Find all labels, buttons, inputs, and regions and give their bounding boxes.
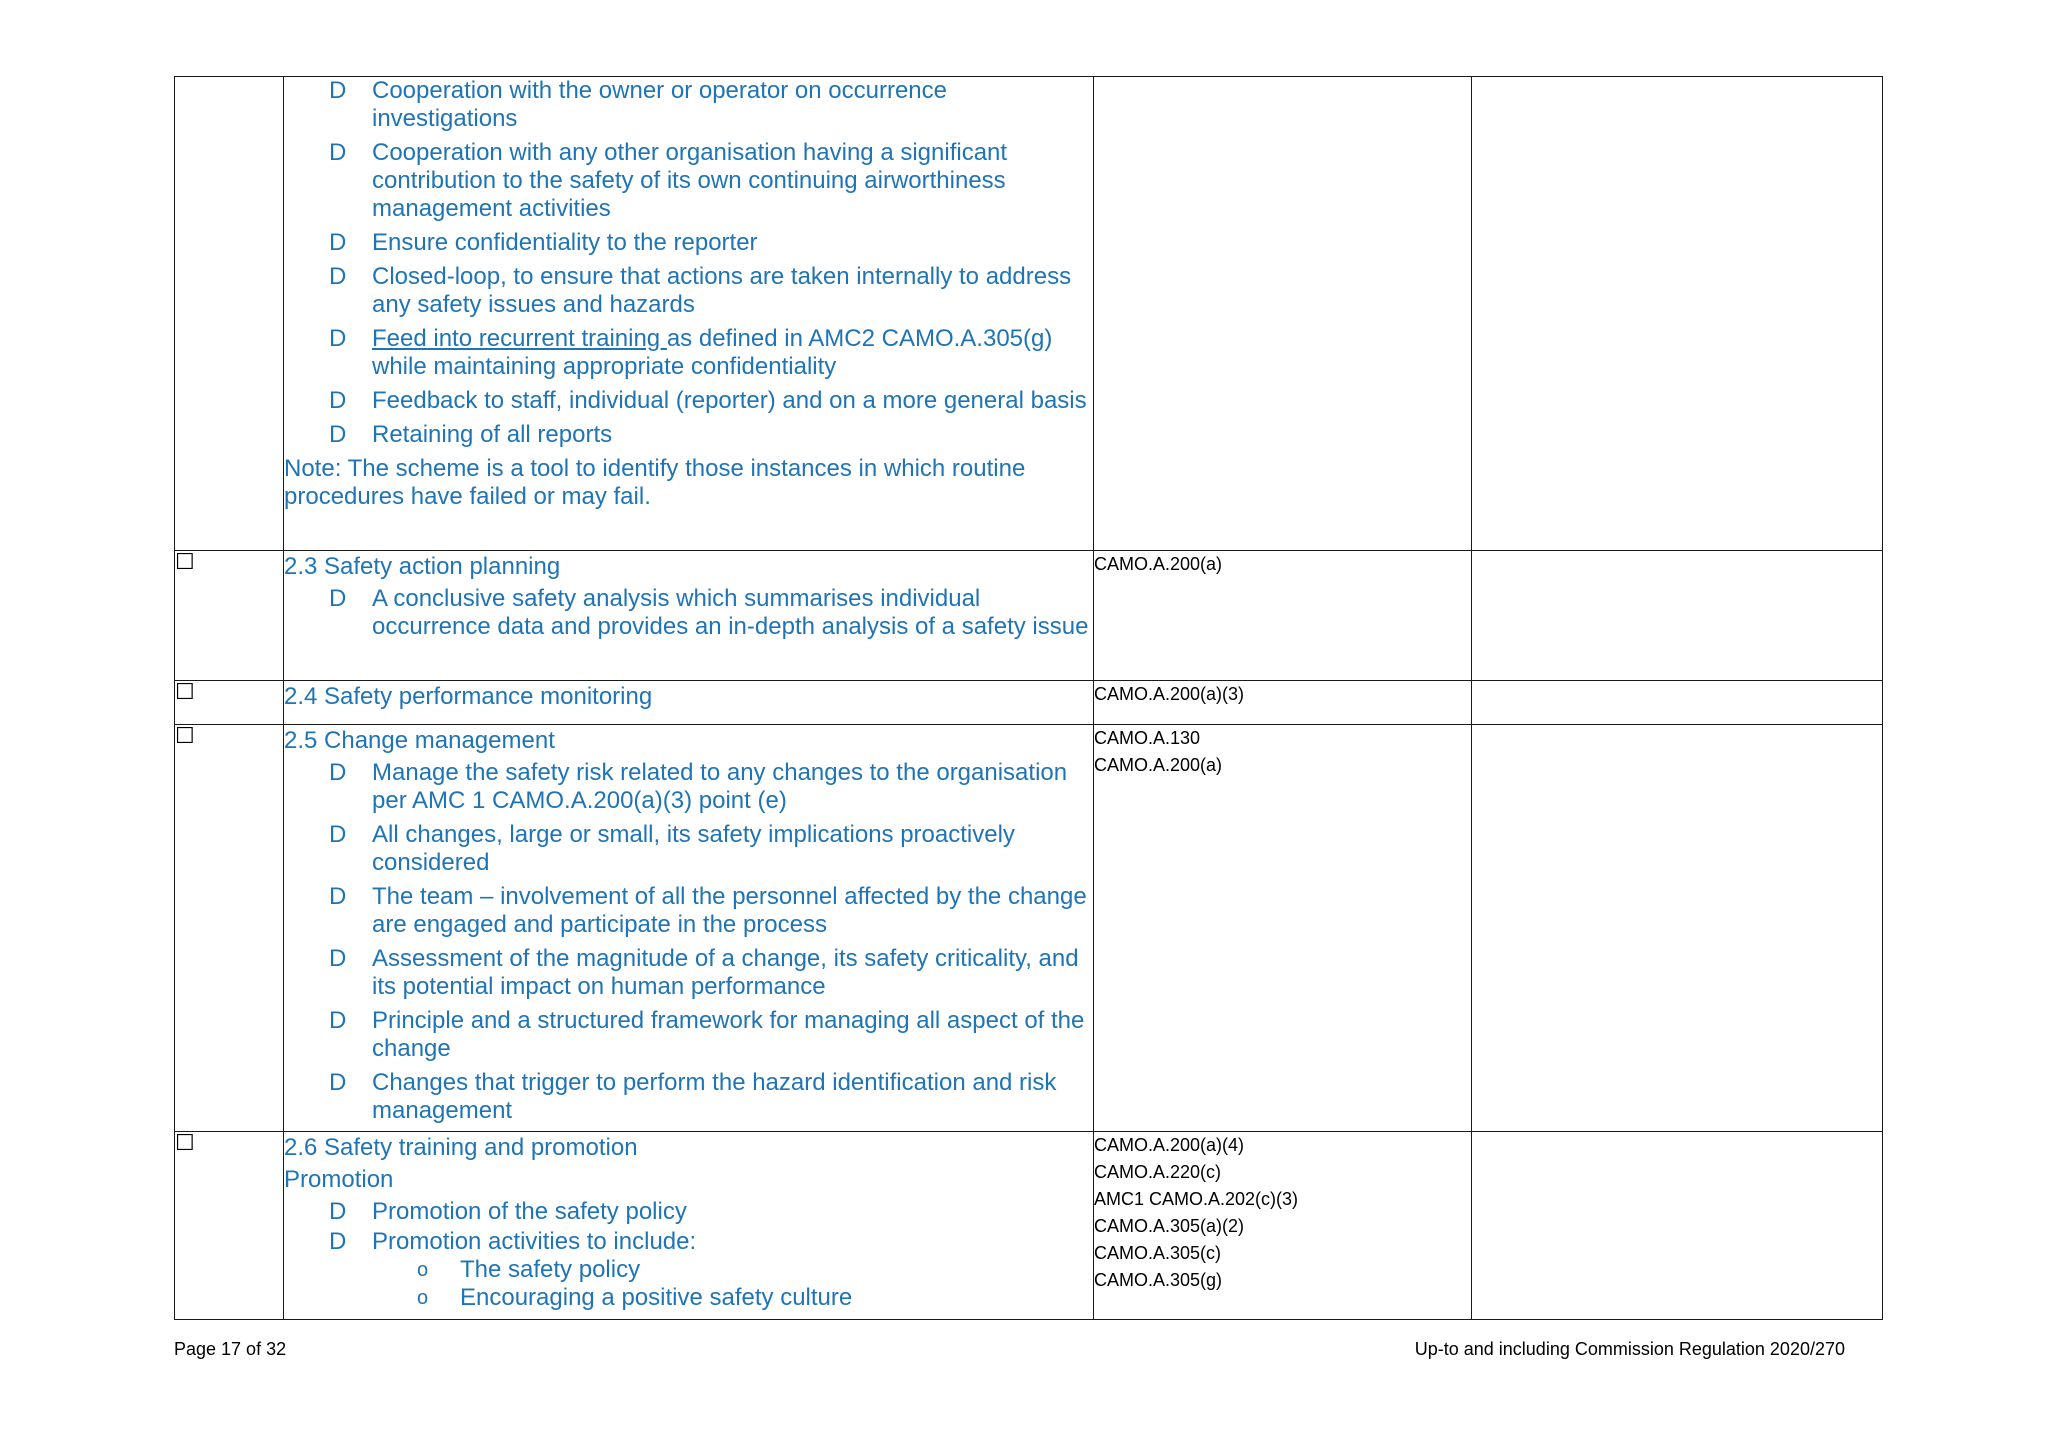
bullet-marker: D [329,883,347,910]
regulation-reference: CAMO.A.220(c) [1094,1162,1222,1182]
list-item-text: Cooperation with the owner or operator on occurrence investigations [372,77,947,132]
bullet-marker: D [329,421,347,448]
sub-list-item [284,1284,1093,1312]
content-cell [284,1132,1094,1320]
reference-cell [1094,551,1472,681]
list-item [284,139,1093,223]
regulation-reference: CAMO.A.200(a)(3) [1094,684,1245,704]
bullet-marker: D [329,1007,347,1034]
list-item [284,387,1093,415]
sub-list-item [284,1256,1093,1284]
list-item-text: Ensure confidentiality to the reporter [372,229,758,256]
regulation-reference: CAMO.A.305(g) [1094,1270,1223,1290]
reference-cell [1094,1132,1472,1320]
list-item [284,821,1093,877]
list-item-text: Promotion activities to include: [372,1228,697,1255]
list-item-text: A conclusive safety analysis which summarises individual occurrence data and provides an in-depth analysis of a safety issue [372,585,1089,640]
checkbox-cell [175,77,284,551]
table-row [175,551,1883,681]
regulation-reference: CAMO.A.305(c) [1094,1243,1222,1263]
checkbox[interactable]: ☐ [175,725,284,1132]
table-row [175,77,1883,551]
checkbox[interactable]: ☐ [175,551,284,681]
sub-bullet-marker: o [417,1259,429,1281]
list-item-text: Manage the safety risk related to any changes to the organisation per AMC 1 CAMO.A.200(a)(3) point (e) [372,759,1068,814]
list-item [284,325,1093,381]
list-item-text: Closed-loop, to ensure that actions are taken internally to address any safety issues and hazards [372,263,1072,318]
bullet-marker: D [329,945,347,972]
list-item-text: Assessment of the magnitude of a change, its safety criticality, and its potential impact on human performance [372,945,1079,1000]
list-item-text: Retaining of all reports [372,421,613,448]
section-heading: 2.3 Safety action planning [284,553,561,580]
list-item [284,229,1093,257]
list-item [284,421,1093,449]
content-cell [284,77,1094,551]
list-item-text: Feedback to staff, individual (reporter) and on a more general basis [372,387,1087,414]
regulation-reference: CAMO.A.130 [1094,728,1201,748]
checklist-table [174,76,1883,1320]
list-item [284,585,1093,641]
list-item-text [372,325,1093,381]
list-item [284,945,1093,1001]
bullet-marker: D [329,263,347,290]
bullet-marker: D [329,387,347,414]
checkbox[interactable]: ☐ [175,681,284,725]
bullet-marker: D [329,1198,347,1225]
list-item-text: Changes that trigger to perform the hazard identification and risk management [372,1069,1057,1124]
bullet-marker: D [329,229,347,256]
list-item-text: Principle and a structured framework for managing all aspect of the change [372,1007,1085,1062]
content-cell [284,681,1094,725]
bullet-marker: D [329,821,347,848]
underlined-text: Feed into recurrent training [372,325,667,352]
list-item-text: The team – involvement of all the personnel affected by the change are engaged and participate in the process [372,883,1087,938]
bullet-marker: D [329,139,347,166]
bullet-marker: D [329,325,347,352]
bullet-marker: D [329,1069,347,1096]
list-item-text-rest: as defined in AMC2 CAMO.A.305(g) while maintaining appropriate confidentiality [372,325,1053,380]
note-text: Note: The scheme is a tool to identify those instances in which routine procedures have failed or may fail. [284,455,1026,510]
list-item [284,1198,1093,1226]
sub-bullet-marker: o [417,1287,429,1309]
list-item [284,263,1093,319]
comment-cell [1472,551,1883,681]
list-item [284,1069,1093,1125]
bullet-marker: D [329,77,347,104]
comment-cell [1472,1132,1883,1320]
list-item-text: Promotion of the safety policy [372,1198,687,1225]
list-item-text: All changes, large or small, its safety implications proactively considered [372,821,1015,876]
regulation-reference: CAMO.A.200(a) [1094,755,1223,775]
bullet-marker: D [329,1228,347,1255]
regulation-footer: Up-to and including Commission Regulation 2020/270 [1414,1339,1845,1359]
table-row [175,681,1883,725]
list-item [284,1228,1093,1256]
list-item [284,77,1093,133]
content-cell [284,725,1094,1132]
section-heading: 2.5 Change management [284,727,555,754]
reference-cell [1094,725,1472,1132]
regulation-reference: CAMO.A.200(a) [1094,554,1223,574]
list-item-text: Cooperation with any other organisation having a significant contribution to the safety of its own continuing airworthiness management activities [372,139,1008,222]
list-item [284,883,1093,939]
table-row [175,1132,1883,1320]
page-number: Page 17 of 32 [174,1339,287,1359]
regulation-reference: CAMO.A.200(a)(4) [1094,1135,1245,1155]
sub-list-item-text: The safety policy [460,1256,641,1283]
bullet-marker: D [329,759,347,786]
section-heading: 2.4 Safety performance monitoring [284,683,653,710]
reference-cell [1094,681,1472,725]
regulation-reference: AMC1 CAMO.A.202(c)(3) [1094,1189,1299,1209]
section-heading: 2.6 Safety training and promotion [284,1134,638,1161]
comment-cell [1472,77,1883,551]
sub-list-item-text: Encouraging a positive safety culture [460,1284,853,1311]
regulation-reference: CAMO.A.305(a)(2) [1094,1216,1245,1236]
content-cell [284,551,1094,681]
list-item [284,1007,1093,1063]
comment-cell [1472,725,1883,1132]
table-row [175,725,1883,1132]
comment-cell [1472,681,1883,725]
bullet-marker: D [329,585,347,612]
section-subheading: Promotion [284,1166,394,1193]
reference-cell [1094,77,1472,551]
checkbox[interactable]: ☐ [175,1132,284,1320]
list-item [284,759,1093,815]
